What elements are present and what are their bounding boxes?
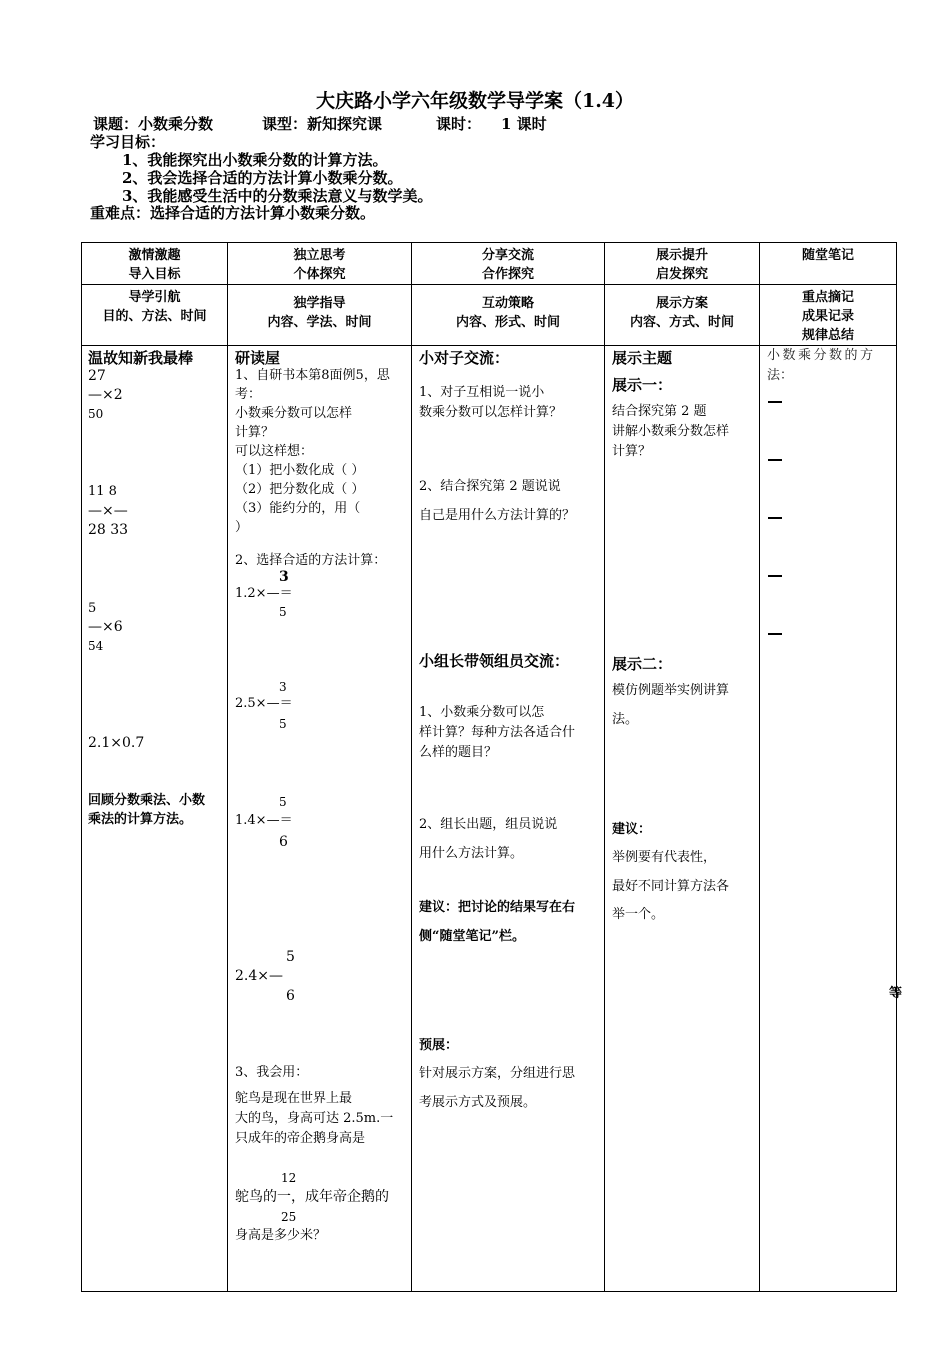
goal-3: 3、我能感受生活中的分数乘法意义与数学美。: [122, 187, 433, 205]
header-cell: 分享交流 合作探究: [412, 243, 605, 285]
presentation-heading: 展示主题: [612, 349, 673, 367]
goal-1: 1、我能探究出小数乘分数的计算方法。: [122, 151, 388, 169]
table-row: [82, 243, 897, 285]
self-study-heading: 研读屋: [235, 349, 281, 367]
topic: 课题：小数乘分数: [93, 115, 214, 133]
pair-exchange-heading: 小对子交流：: [419, 349, 510, 367]
presentation-cell: 展示主题 展示一： 结合探究第 2 题 讲解小数乘分数怎样 计算？ 展示二： 模仿例题举实例讲算 法。 建议： 举例要有代表性， 最好不同计算方法各 举一个。: [605, 346, 760, 1292]
header-cell: 展示方案 内容、方式、时间: [605, 285, 760, 346]
table-row: [82, 285, 897, 346]
header-cell: 随堂笔记: [760, 243, 897, 285]
lesson-table: [81, 242, 897, 1292]
lesson-type: 课型：新知探究课: [262, 115, 383, 133]
header-cell: 独立思考 个体探究: [228, 243, 412, 285]
group-exchange-heading: 小组长带领组员交流：: [419, 652, 570, 670]
table-row: [82, 346, 897, 1292]
key-points: 重难点：选择合适的方法计算小数乘分数。: [90, 204, 376, 222]
header-cell: 导学引航 目的、方法、时间: [82, 285, 228, 346]
self-study-cell: 研读屋 1、自研书本第8面例5，思 考： 小数乘分数可以怎样 计算？ 可以这样想： （1）把小数化成（ ） （2）把分数化成（ ） （3）能约分的，用（ ） 2、选择合适的方法计算： 3 1.2×—＝ 5 3 2.5×—＝ 5 5 1.4×—＝ 6 5 2.4×— 6 3、我会用： 鸵鸟是现在世界上最 大的鸟，身高可达 2.5m.一 只成年的帝企鹅身高是 12 鸵鸟的一，成年帝企鹅的 25 身高是多少米？: [228, 346, 412, 1292]
blank-line: [768, 517, 782, 519]
blank-line: [768, 459, 782, 461]
warmup-cell: 温故知新我最棒 27 —×2 50 11 8 —×— 28 33 5 —×6 54 2.1×0.7 回顾分数乘法、小数 乘法的计算方法。: [82, 346, 228, 1292]
blank-line: [768, 633, 782, 635]
margin-char: 等: [889, 986, 903, 1001]
blank-line: [768, 575, 782, 577]
interaction-cell: 小对子交流： 1、对子互相说一说小 数乘分数可以怎样计算？ 2、结合探究第 2 题说说 自己是用什么方法计算的？ 小组长带领组员交流： 1、小数乘分数可以怎 样计算？每种方法各适合什 么样的题目？ 2、组长出题，组员说说 用什么方法计算。 建议：把讨论的结果写在右 侧“随堂笔记”栏。 预展： 针对展示方案，分组进行思 考展示方式及预展。: [412, 346, 605, 1292]
warmup-heading: 温故知新我最棒: [88, 349, 194, 367]
period-value: 1 课时: [501, 115, 547, 133]
notes-cell: 小数乘分数的方 法：: [760, 346, 897, 1292]
header-cell: 独学指导 内容、学法、时间: [228, 285, 412, 346]
header-cell: 互动策略 内容、形式、时间: [412, 285, 605, 346]
period-label: 课时：: [436, 115, 482, 133]
header-cell: 重点摘记 成果记录 规律总结: [760, 285, 897, 346]
goal-2: 2、我会选择合适的方法计算小数乘分数。: [122, 169, 403, 187]
page-title: 大庆路小学六年级数学导学案（1.4）: [315, 90, 635, 112]
header-cell: 激情激趣 导入目标: [82, 243, 228, 285]
blank-line: [768, 401, 782, 403]
header-cell: 展示提升 启发探究: [605, 243, 760, 285]
goals-label: 学习目标：: [90, 133, 166, 151]
